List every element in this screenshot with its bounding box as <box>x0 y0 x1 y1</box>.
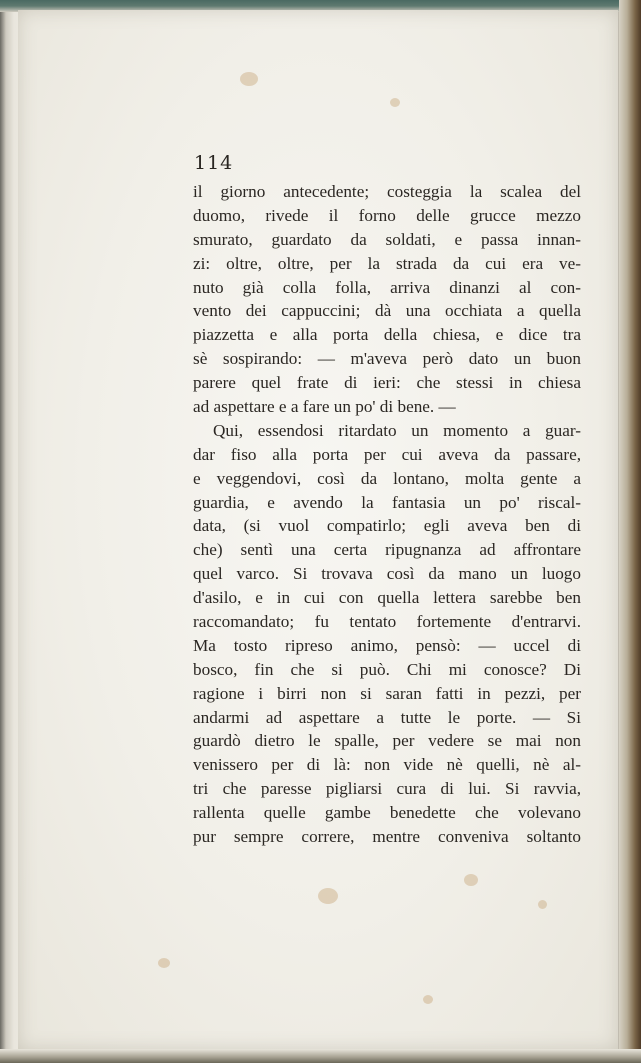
text-line: sè sospirando: — m'aveva però dato un buon <box>193 349 581 369</box>
foxing-spot <box>390 98 400 107</box>
page-edge-shadow <box>619 0 641 1063</box>
text-line: raccomandato; fu tentato fortemente d'entrarvi. <box>193 612 581 632</box>
text-line: rallenta quelle gambe benedette che volevano <box>193 803 581 823</box>
text-line: piazzetta e alla porta della chiesa, e dice tra <box>193 325 581 345</box>
text-line: tri che paresse pigliarsi cura di lui. Si ravvia, <box>193 779 581 799</box>
text-line: ad aspettare e a fare un po' di bene. — <box>193 397 456 417</box>
text-line: dar fiso alla porta per cui aveva da passare, <box>193 444 581 464</box>
body-text <box>193 180 581 849</box>
text-line: zi: oltre, oltre, per la strada da cui era ve- <box>193 253 581 273</box>
foxing-spot <box>464 874 478 886</box>
foxing-spot <box>423 995 433 1004</box>
text-line: parere quel frate di ieri: che stessi in chiesa <box>193 373 581 393</box>
text-line: bosco, fin che si può. Chi mi conosce? Di <box>193 659 581 679</box>
text-line: che) sentì una certa ripugnanza ad affrontare <box>193 540 581 560</box>
text-line: d'asilo, e in cui con quella lettera sarebbe ben <box>193 588 581 608</box>
foxing-spot <box>158 958 170 968</box>
text-line: vento dei cappuccini; dà una occhiata a quella <box>193 301 581 321</box>
page-number: 114 <box>194 152 234 174</box>
text-line: nuto già colla folla, arriva dinanzi al con- <box>193 277 581 297</box>
text-line: Qui, essendosi ritardato un momento a guar- <box>213 420 581 440</box>
foxing-spot <box>318 888 338 904</box>
text-line: andarmi ad aspettare a tutte le porte. — Si <box>193 707 581 727</box>
text-line: il giorno antecedente; costeggia la scalea del <box>193 182 581 201</box>
text-line: Ma tosto ripreso animo, pensò: — uccel di <box>193 635 581 655</box>
foxing-spot <box>538 900 547 909</box>
text-line: quel varco. Si trovava così da mano un luogo <box>193 564 581 584</box>
bottom-binding-strip <box>0 1049 641 1063</box>
text-line: pur sempre correre, mentre conveniva soltanto <box>193 827 581 847</box>
text-line: guardò dietro le spalle, per vedere se mai non <box>193 731 581 751</box>
text-line: guardia, e avendo la fantasia un po' riscal- <box>193 492 581 512</box>
foxing-spot <box>240 72 258 86</box>
text-line: smurato, guardato da soldati, e passa innan- <box>193 229 581 249</box>
text-line: ragione i birri non si saran fatti in pezzi, per <box>193 683 581 703</box>
text-line: venissero per di là: non vide nè quelli, nè al- <box>193 755 581 775</box>
text-line: duomo, rivede il forno delle grucce mezzo <box>193 205 581 225</box>
text-line: e veggendovi, così da lontano, molta gente a <box>193 468 581 488</box>
text-line: data, (si vuol compatirlo; egli aveva ben di <box>193 516 581 536</box>
